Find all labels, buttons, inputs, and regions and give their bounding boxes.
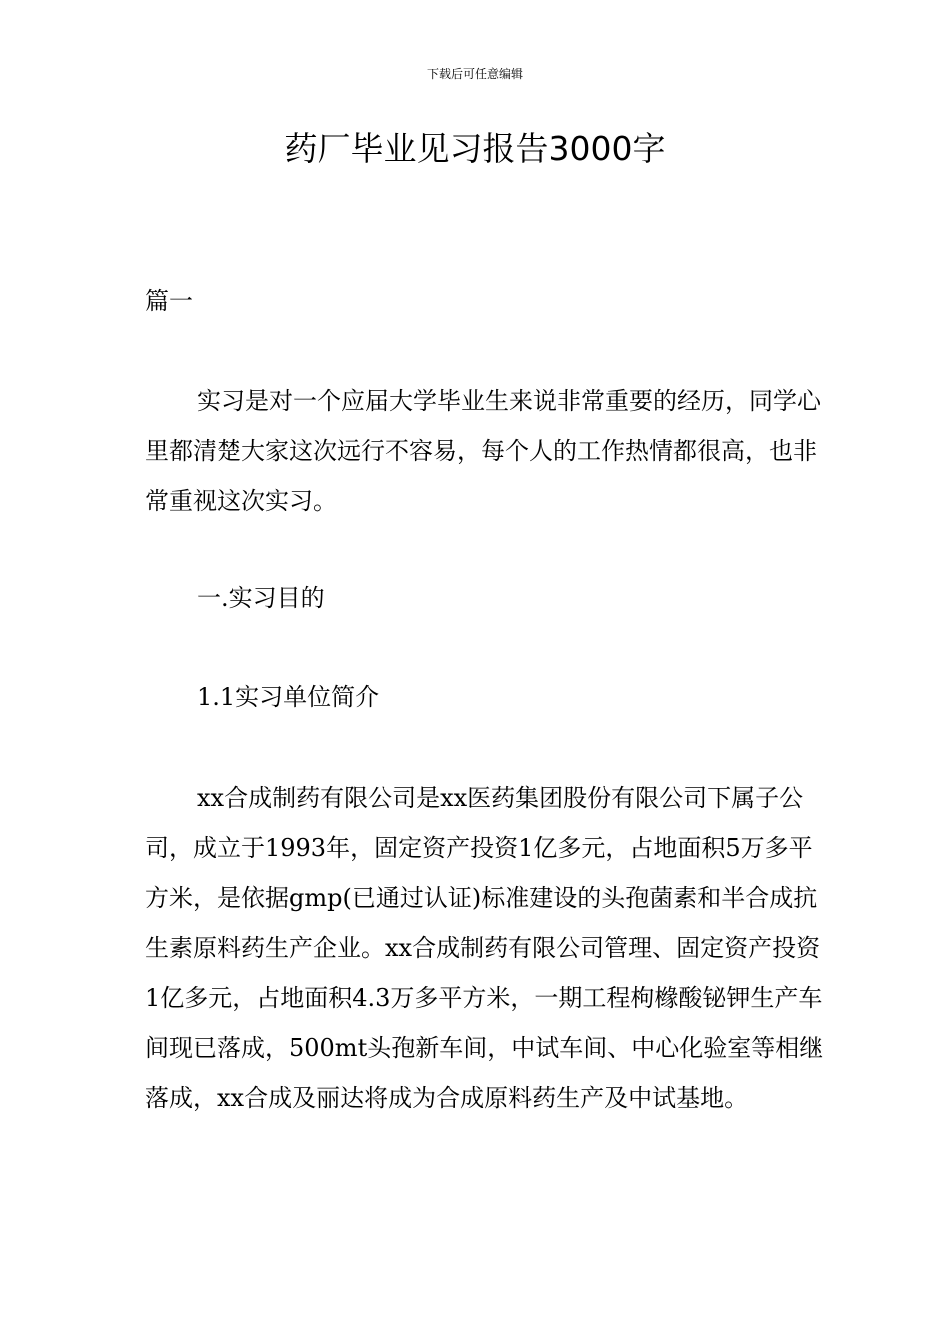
header-note: 下载后可任意编辑 (426, 67, 523, 81)
company-paragraph: xx合成制药有限公司是xx医药集团股份有限公司下属子公司，成立于1993年，固定资产投资1亿多元，占地面积5万多平方米，是依据gmp(已通过认证)标准建设的头孢菌素和半合成抗生素原料药生产企业。xx合成制药有限公司管理、固定资产投资1亿多元，占地面积4.3万多平方米，一期工程枸橼酸铋钾生产车间现已落成，500mt头孢新车间，中试车间、中心化验室等相继落成，xx合成及丽达将成为合成原料药生产及中试基地。 (145, 784, 824, 1112)
section-label: 篇一 (145, 287, 193, 315)
heading-unit-intro: 1.1实习单位简介 (197, 683, 380, 711)
intro-paragraph: 实习是对一个应届大学毕业生来说非常重要的经历，同学心里都清楚大家这次远行不容易，每个人的工作热情都很高，也非常重视这次实习。 (145, 387, 821, 515)
document-title: 药厂毕业见习报告3000字 (284, 129, 666, 168)
heading-purpose: 一.实习目的 (197, 584, 325, 612)
